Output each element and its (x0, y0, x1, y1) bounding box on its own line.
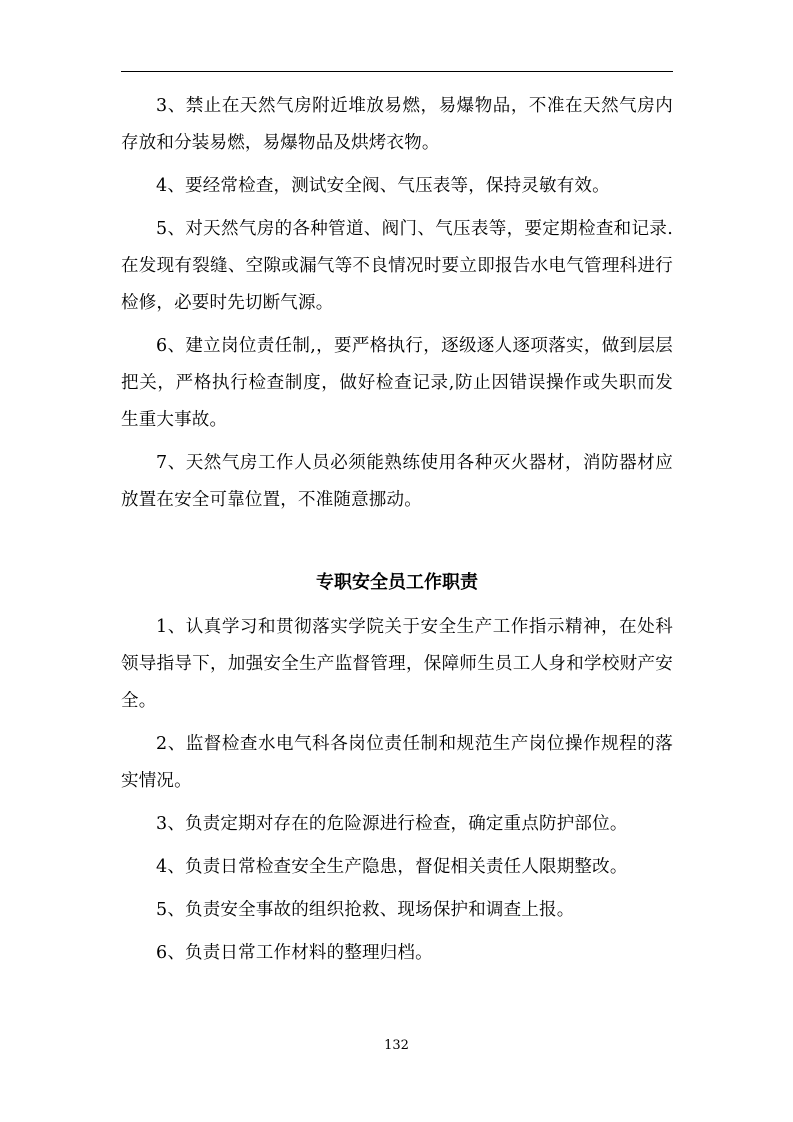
list-item: 4、负责日常检查安全生产隐患，督促相关责任人限期整改。 (156, 857, 628, 877)
list-item: 1、认真学习和贯彻落实学院关于安全生产工作指示精神，在处科领导指导下，加强安全生产监督管理，保障师生员工人身和学校财产安全。 (121, 617, 673, 711)
list-item: 7、天然气房工作人员必须能熟练使用各种灭火器材，消防器材应放置在安全可靠位置，不准随意挪动。 (121, 453, 673, 510)
list-item: 5、对天然气房的各种管道、阀门、气压表等，要定期检查和记录.在发现有裂缝、空隙或漏气等不良情况时要立即报告水电气管理科进行检修，必要时先切断气源。 (121, 219, 673, 313)
list-item: 6、建立岗位责任制,，要严格执行，逐级逐人逐项落实，做到层层把关，严格执行检查制度，做好检查记录,防止因错误操作或失职而发生重大事故。 (121, 336, 673, 430)
section-title: 专职安全员工作职责 (316, 572, 478, 593)
list-item: 5、负责安全事故的组织抢救、现场保护和调查上报。 (156, 900, 575, 920)
document-body (121, 88, 673, 978)
list-item: 2、监督检查水电气科各岗位责任制和规范生产岗位操作规程的落实情况。 (121, 734, 673, 791)
list-item: 3、负责定期对存在的危险源进行检查，确定重点防护部位。 (156, 814, 628, 834)
list-item: 3、禁止在天然气房附近堆放易燃，易爆物品，不准在天然气房内存放和分装易燃，易爆物品及烘烤衣物。 (121, 96, 673, 153)
list-item: 4、要经常检查，测试安全阀、气压表等，保持灵敏有效。 (156, 176, 610, 196)
list-item: 6、负责日常工作材料的整理归档。 (156, 943, 433, 963)
page-number: 132 (384, 1038, 409, 1053)
header-rule (121, 71, 673, 72)
